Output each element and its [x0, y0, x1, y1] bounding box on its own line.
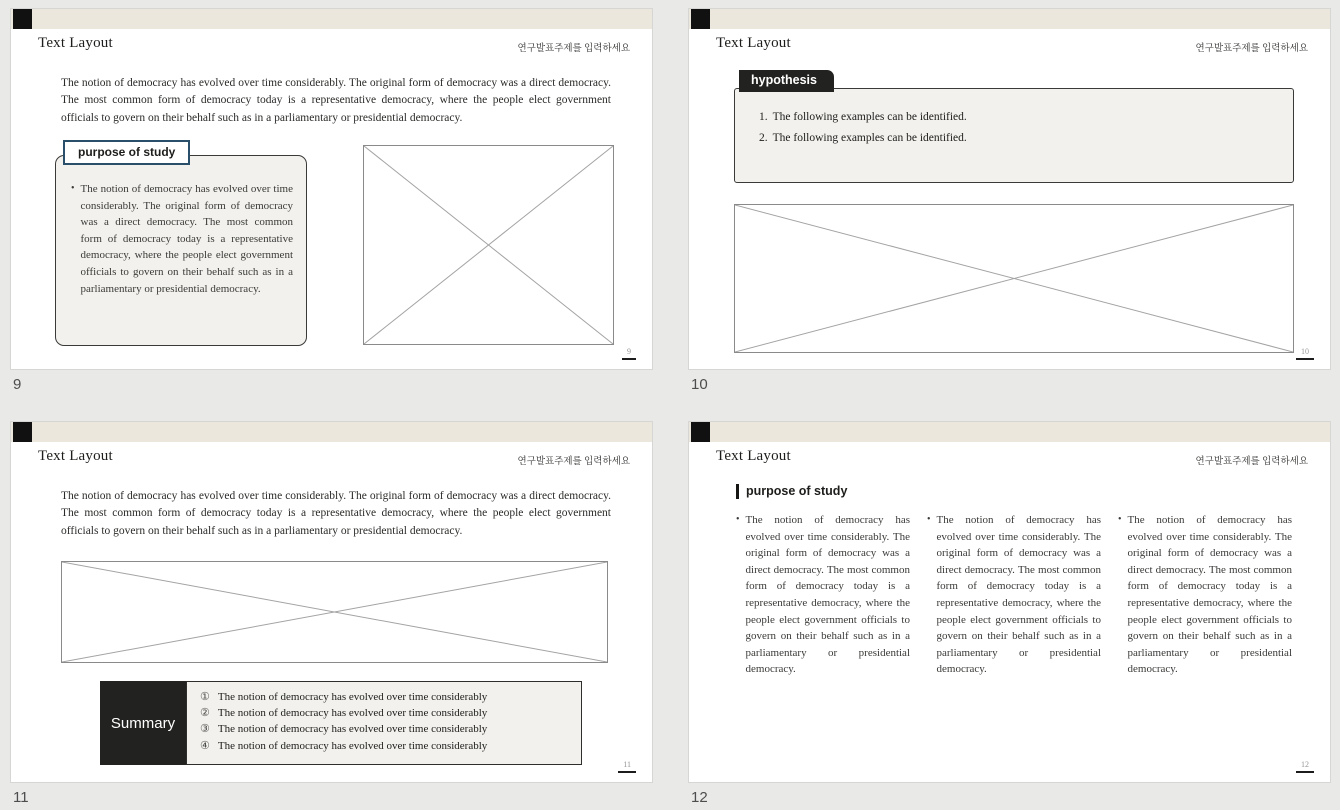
- item-text: The notion of democracy has evolved over time considerably: [217, 691, 488, 703]
- slide-11-thumbnail[interactable]: [10, 421, 653, 783]
- slide-page-number: 9: [622, 347, 636, 360]
- hypothesis-item: [759, 111, 1273, 123]
- bullet-icon: •: [736, 514, 740, 525]
- slide-cell-11: [10, 421, 653, 806]
- text-column: [1118, 512, 1292, 678]
- slide-top-accent-bar: [11, 422, 652, 442]
- slide-page-number: 12: [1296, 760, 1314, 773]
- text-column: [736, 512, 910, 678]
- purpose-of-study-text: The notion of democracy has evolved over time considerably. The original form of democracy was a direct democracy. The most common form of democracy today is a representative democracy, where the people elect government officials to govern on their behalf such as in a parliamentary or presidential democracy.: [80, 183, 293, 295]
- slide-subtitle-placeholder: 연구발표주제를 입력하세요: [1195, 44, 1308, 54]
- item-text: The following examples can be identified.: [772, 111, 967, 123]
- corner-square-decoration: [13, 422, 32, 442]
- thumbnail-index-label: 12: [691, 789, 708, 806]
- intro-paragraph: The notion of democracy has evolved over time considerably. The original form of democracy was a direct democracy. The most common form of democracy today is a representative democracy, where the people elect government officials to govern on their behalf such as in a parliamentary or presidential democracy.: [61, 490, 611, 537]
- slide-title: Text Layout: [38, 35, 113, 51]
- slide-top-accent-bar: [689, 9, 1330, 29]
- text-column: [927, 512, 1101, 678]
- slide-title: Text Layout: [38, 448, 113, 464]
- summary-item: [200, 738, 571, 754]
- circled-number-icon: ①: [200, 691, 210, 703]
- corner-square-decoration: [13, 9, 32, 29]
- column-text: The notion of democracy has evolved over time considerably. The original form of democracy was a direct democracy. The most common form of democracy today is a representative democracy, where the people elect government officials to govern on their behalf such as in a parliamentary or presidential democracy.: [936, 514, 1101, 676]
- slide-cell-10: [688, 8, 1331, 393]
- corner-square-decoration: [691, 422, 710, 442]
- summary-item: [200, 689, 571, 705]
- bullet-icon: •: [71, 183, 75, 194]
- slide-12-thumbnail[interactable]: [688, 421, 1331, 783]
- column-text: The notion of democracy has evolved over time considerably. The original form of democracy was a direct democracy. The most common form of democracy today is a representative democracy, where the people elect government officials to govern on their behalf such as in a parliamentary or presidential democracy.: [745, 514, 910, 676]
- circled-number-icon: ④: [200, 739, 210, 752]
- image-placeholder: [363, 145, 614, 345]
- slide-10-thumbnail[interactable]: [688, 8, 1331, 370]
- slide-title: Text Layout: [716, 448, 791, 464]
- slide-subtitle-placeholder: 연구발표주제를 입력하세요: [517, 44, 630, 54]
- summary-item: [200, 721, 571, 737]
- image-placeholder: [61, 561, 608, 663]
- circled-number-icon: ③: [200, 723, 210, 736]
- slide-top-accent-bar: [689, 422, 1330, 442]
- summary-label: Summary: [100, 681, 186, 765]
- purpose-of-study-box: [55, 155, 307, 346]
- slide-cell-9: [10, 8, 653, 393]
- image-placeholder: [734, 204, 1294, 353]
- item-text: The notion of democracy has evolved over time considerably: [217, 723, 488, 736]
- purpose-of-study-label: purpose of study: [63, 140, 190, 165]
- slide-cell-12: [688, 421, 1331, 806]
- slide-9-thumbnail[interactable]: [10, 8, 653, 370]
- slide-top-accent-bar: [11, 9, 652, 29]
- slide-page-number: 10: [1296, 347, 1314, 360]
- purpose-of-study-heading: purpose of study: [736, 484, 847, 499]
- slide-subtitle-placeholder: 연구발표주제를 입력하세요: [1195, 457, 1308, 467]
- circled-number-icon: ②: [200, 707, 210, 720]
- bullet-icon: •: [927, 514, 931, 525]
- thumbnail-index-label: 11: [13, 789, 29, 806]
- item-number: 1.: [759, 111, 768, 123]
- column-text: The notion of democracy has evolved over time considerably. The original form of democracy was a direct democracy. The most common form of democracy today is a representative democracy, where the people elect government officials to govern on their behalf such as in a parliamentary or presidential democracy.: [1127, 514, 1292, 676]
- three-column-layout: [736, 512, 1292, 678]
- item-number: 2.: [759, 132, 768, 144]
- slide-title: Text Layout: [716, 35, 791, 51]
- item-text: The following examples can be identified.: [772, 132, 967, 144]
- thumbnail-index-label: 9: [13, 376, 22, 393]
- hypothesis-item: [759, 132, 1273, 144]
- item-text: The notion of democracy has evolved over time considerably: [217, 707, 488, 720]
- bullet-icon: •: [1118, 514, 1122, 525]
- corner-square-decoration: [691, 9, 710, 29]
- hypothesis-box: [734, 88, 1294, 183]
- thumbnail-index-label: 10: [691, 376, 708, 393]
- item-text: The notion of democracy has evolved over time considerably: [217, 739, 488, 752]
- intro-paragraph: The notion of democracy has evolved over time considerably. The original form of democracy was a direct democracy. The most common form of democracy today is a representative democracy, where the people elect government officials to govern on their behalf such as in a parliamentary or presidential democracy.: [61, 77, 611, 124]
- summary-item: [200, 705, 571, 721]
- hypothesis-label: hypothesis: [739, 70, 834, 92]
- slide-page-number: 11: [618, 760, 636, 773]
- summary-box: [186, 681, 582, 765]
- slide-subtitle-placeholder: 연구발표주제를 입력하세요: [517, 457, 630, 467]
